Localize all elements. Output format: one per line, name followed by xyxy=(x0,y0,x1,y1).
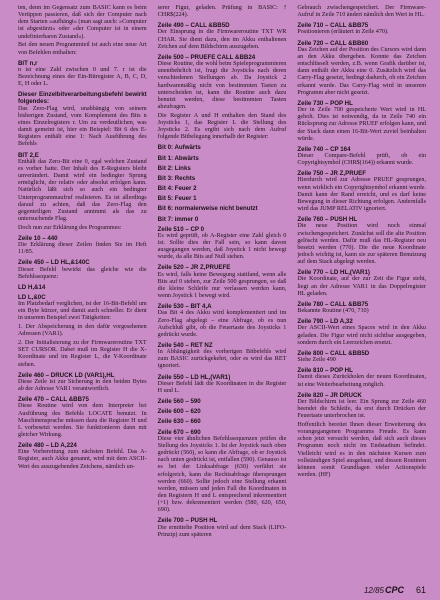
section-heading: BIT n,r xyxy=(18,59,38,67)
section-heading: Bit 0: Aufwärts xyxy=(157,144,201,152)
section-heading: Zeile 630 – 660 xyxy=(157,418,201,426)
section-heading: Zeile 750 – JR Z,PRUEF xyxy=(297,170,366,178)
section-heading: Zeile 710 – CALL &BB75 xyxy=(297,22,369,30)
magazine-logo: CPC xyxy=(384,585,404,595)
section-heading: Zeile 600 – 620 xyxy=(157,408,201,416)
body-paragraph: ten, denn im Gegensatz zum BASIC kann es beim Vertippen passieren, daß sich der Computer nach dem Starten »aufhängt« (man sagt auch: »Computer ist abgestürzt« oder »der Computer ist in einem undefinierbaren Zustand«). xyxy=(18,5,147,40)
section-heading: Zeile 770 – LD HL,(VAR1) xyxy=(297,269,370,277)
section-heading: Bit 2: Links xyxy=(157,164,191,172)
body-paragraph: Der in Zeile 700 gespeicherte Wert wird in HL geholt. Dies ist notwendig, da in Zeile 740 ein Rücksprung zur Adresse PRUEF erfolgen kann, und der Stack dann einen 16-Bit-Wert zuviel beinhalten würde. xyxy=(297,107,427,142)
section-heading: Bit 3: Rechts xyxy=(157,174,196,182)
body-paragraph: Siehe Zeile 490 xyxy=(297,357,336,364)
column-3 xyxy=(297,5,426,541)
body-paragraph: Diese Routine wird von dem Interpreter bei Ausführung des Befehls LOCATE benutzt. In Maschinensprache müssen dazu die Register H und L vorbesetzt werden. Sie funktionieren dann mit gleicher Wirkung. xyxy=(18,403,147,438)
body-paragraph: Die ermittelte Position wird auf dem Stack (LIFO-Prinzip) zum späteren xyxy=(157,524,287,538)
section-heading: Zeile 800 – CALL &BB5D xyxy=(297,349,370,357)
body-paragraph: Die neue Position wird noch einmal zwischengespeichert. Zunächst soll die alte Position gelöscht werden. Dafür muß das HL-Register neu besetzt werden (770). Die die neue Koordinate jedoch wichtig ist, kann sie zur späteren Benutzung auf dem Stack abgelegt werden. xyxy=(297,223,427,266)
article-columns xyxy=(18,5,426,541)
body-paragraph: serer Figur, geladen. Prüfung in BASIC: ? CHR$(224). xyxy=(157,5,287,19)
section-heading: Bit 5: Feuer 1 xyxy=(157,195,197,203)
section-heading: LD L,&0C xyxy=(18,293,46,301)
column-1 xyxy=(18,5,147,541)
body-paragraph: Das Zero-Flag wird, unabhängig von seinem bisherigen Zustand, vom Komplement des Bits n eines Einzelregisters r. Um zu verdeutlichen, was damit gemeint ist, hier ein Beispiel: Bit 6 des E-Registers enthält eine 1: Nach Ausführung des Befehls xyxy=(18,105,147,148)
section-heading: Zeile 560 – 590 xyxy=(157,398,201,406)
body-paragraph: Diese vier ähnlichen Befehlssequenzen prüfen die Stellung des Joysticks 1. Ist der Joystick nach oben gedrückt (560), so kann die Abfrage, ob er Joystick nach unten gedrückt ist, entfallen (590). Genauso ist es bei der Linksabfrage (630) verfährt sie erfolgreich, kann die Rechtsabfrage übersprungen werden (660). Sollte jedoch eine Stellung erkannt werden, müssen und jeden Fall die Koordinaten in den Registern H und L entsprechend inkrementiert (+1) bzw. dekrementiert werden (580, 620, 650, 690). xyxy=(157,435,287,514)
section-heading: Bit 6: normalerweise nicht benutzt xyxy=(157,205,258,213)
section-heading: BIT 2,E xyxy=(18,151,39,159)
body-paragraph: Damit dieses Zurückholen der neuen Koordinaten, ist eine Weiterbearbeitung möglich. xyxy=(297,374,427,388)
section-heading: Zeile 520 – JR Z,PRUEFE xyxy=(157,264,231,272)
body-paragraph: Der ASCII-Wert eines Spaces wird in den Akku geladen. Die Figur wird nicht sichtbar ausgegeben, sondern durch ein Leerzeichen ersetzt. xyxy=(297,325,427,346)
body-paragraph: Es wird, falls keine Bewegung stattfand, wenn alle Bits auf 0 stehen, zur Zeile 500 gesprungen, so daß die kleine Schleife nur verlassen werden kann, wenn Joystick 1 bewegt wird. xyxy=(157,271,287,300)
section-heading: Zeile 760 – PUSH HL xyxy=(297,216,358,224)
body-paragraph: Die Register A und H enthalten den Stand des Joysticks 1, das Register L die Stellung des Joysticks 2. Es ergibt sich nach dem Aufruf folgende Bitbelegung innerhalb der Register: xyxy=(157,112,287,141)
column-2 xyxy=(158,5,287,541)
body-paragraph: Doch nun zur Erklärung des Programmes: xyxy=(18,224,122,231)
section-heading: Zeile 700 – PUSH HL xyxy=(157,517,218,525)
page-number: 61 xyxy=(415,585,426,595)
body-paragraph: n ist eine Zahl zwischen 0 und 7. r ist die Bezeichnung eines der Ein-Bitregister A, B, C, D, E, H oder L. xyxy=(18,66,147,88)
body-paragraph: Es wird geprüft, ob A-Register eine Zahl gleich 0 ist. Sollte dies der Fall sein, so kann davon ausgegangen werden, daß Joystick 1 nicht bewegt wurde, da alle Bits auf Null stehen. xyxy=(157,232,287,261)
body-paragraph: Bei den neuen Programmteil ist auch eine neue Art von Befehlen enthalten: xyxy=(18,42,147,56)
section-heading: Bit 1: Abwärts xyxy=(157,154,199,162)
body-paragraph: In Abhängigkeit des vorherigen Bitbefehls wird zum BASIC zurückgekehrt, oder es wird das RET ignoriert. xyxy=(157,349,287,370)
section-heading: Zeile 790 – LD A,32 xyxy=(297,318,353,326)
body-paragraph: Diese Zeile ist zur Sicherung in den beiden Bytes ab der Adresse VAR1 verantwortlich. xyxy=(18,378,147,393)
page-footer xyxy=(0,583,440,595)
body-paragraph: Enthält das Zero-Bit eine 0, egal welchen Zustand es vorher hatte. Der Inhalt des E-Registers bleibt unverändert. Damit wird ein bedingter Sprung ermöglicht, der relativ oder absolut erfolgen kann. Natürlich läßt sich so auch ein bedingter Unterprogrammaufruf realisieren. Es ist allerdings darauf zu achten, daß das Zero-Flag den gegenteiligen Zustand annimmt als das zu untersuchende Flag. xyxy=(18,158,147,222)
section-heading: Zeile 740 – CP 164 xyxy=(297,145,351,153)
section-heading: Dieser Einzelbitverarbeitungsbefehl bewirkt folgendes: xyxy=(18,91,147,106)
section-heading: Zeile 550 – LD HL,(VAR1) xyxy=(157,373,231,381)
body-paragraph: 2. Der Initialisierung zu der Firmwareroutine TXT SET CURSOR. Dabei muß im Register H die X-Koordinate und im Register L, die Y-Koordinate stehen. xyxy=(18,340,147,368)
section-heading: Zeile 730 – POP HL xyxy=(297,99,353,107)
body-paragraph: Im Platzbedarf verglichen, ist der 16-Bit-Befehl um ein Byte kürzer, und damit auch schneller. Er dient in unserem Beispiel zwei Tätigkeiten: xyxy=(18,301,147,322)
body-paragraph: Der Einsprung in die Firmwareroutine TXT WR CHAR. Sie dient dazu, den im Akku enthaltenen Zeichen auf dem Bildschirm auszugeben. xyxy=(157,29,287,50)
section-heading: LD H,&14 xyxy=(18,283,46,291)
body-paragraph: Der Bildschirm ist leer. Ein Sprung zur Zeile 460 beendet die Schleife, da erst durch Drücken der Feuertaste unterbrochen ist. xyxy=(297,398,427,420)
body-paragraph: Eine Vorbereitung zum nächsten Befehl. Das A-Register, auch Akku genannt, wird mit dem ASCII-Wert des auszugebenden Zeichens, nämlich un- xyxy=(18,449,147,470)
body-paragraph: Diese Routine, die wohl beim Spieleprogrammieren unentbehrlich ist, fragt die Joysticks nach deren verschiedenen Stellungen ab. Da Joystick 2 hardwaremäßig nicht von bestimmten Tasten zu unterscheiden ist, kann die Routine auch dazu benutzt werden, diese bestimmten Tasten abzufragen. xyxy=(157,61,287,111)
section-heading: Zeile 510 – CP 0 xyxy=(157,225,204,233)
body-paragraph: Dieser Befehl bewirkt das gleiche wie die Befehlssequenz: xyxy=(18,266,147,280)
section-heading: Bit 7: immer 0 xyxy=(157,215,199,223)
section-heading: Zeile 480 – LD A,224 xyxy=(18,442,77,450)
section-heading: Zeile 10 – 440 xyxy=(18,234,58,242)
section-heading: Zeile 460 – DRUCK LD (VAR1),HL xyxy=(18,371,115,379)
section-heading: Zeile 820 – JR DRUCK xyxy=(297,391,362,399)
body-paragraph: Positionieren (erläutert in Zeile 470). xyxy=(297,29,389,36)
body-paragraph: Dieser Befehl lädt die Koordinaten in die Register H und L. xyxy=(157,380,287,394)
body-paragraph: Das Bit 4 des Akku wird komplementiert und im Zero-Flag abgelegt – eine Abfrage, ob es nun Aufschluß gibt, ob die Feuertaste des Joysticks 1 gedrückt wurde. xyxy=(157,310,287,338)
section-heading: Zeile 470 – CALL &BB75 xyxy=(18,396,89,404)
body-paragraph: Das Zeichen auf der Position des Cursors wird dann an den Akku übergeben. Konnte das Zeichen entschlüsselt werden, z.B. wenn Grafik darüber ist, dann enthält der Akku eine 0. Zusätzlich wird das Carry-Flag gesetzt, bedingt dadurch, ob ein Zeichen erkannt wurde. Das Carry-Flag wird in unserem Programm aber nicht gesetzt. xyxy=(297,46,427,96)
body-paragraph: Hoffentlich bereitet Ihnen dieser Erweiterung des vorangegangenen Programms Freude. Es kann schon jetzt versucht werden, daß sich auch dieses Programm noch nicht im Endstadium befindet. Vielleicht wird es in den nächsten Kursen zum vollständigen Spiel ausgebaut, und dessen Routinen können somit Grundlagen vieler Actionspiele werden. (HF) xyxy=(297,421,427,478)
body-paragraph: 1. Der Abspeicherung in den dafür vorgesehenen Adressen (VAR1). xyxy=(18,324,147,338)
body-paragraph: Dieser Compare-Befehl prüft, ob ein Copyrightsymbol (CHR$(164)) erkannt wurde. xyxy=(297,152,427,167)
body-paragraph: Hierdurch wird zur Adresse PRUEF gesprungen, wenn wirklich ein Copyrightsymbol erkannt wurde. Damit kann der Rand erreicht, und es darf keine Bewegung in dieser Richtung erfolgen. Andernfalls wird das JUMP RELATIV ignoriert. xyxy=(297,177,427,213)
section-heading: Zeile 530 – BIT 4,A xyxy=(157,303,212,311)
section-heading: Zeile 500 – PRUEFE CALL &BB24 xyxy=(157,53,256,61)
section-heading: Zeile 490 – CALL &BB5D xyxy=(157,22,230,30)
section-heading: Zeile 780 – CALL &BB75 xyxy=(297,300,369,308)
body-paragraph: Die Koordinate, auf der zur Zeit die Figur steht, liegt an der Adresse VAR1 in das Doppelregister HL geladen. xyxy=(297,276,427,297)
section-heading: Zeile 450 – LD HL,&140C xyxy=(18,259,90,267)
section-heading: Zeile 810 – POP HL xyxy=(297,367,353,375)
body-paragraph: Bekannte Routine (470, 710) xyxy=(297,308,369,315)
issue-number: 12/85 xyxy=(363,586,384,595)
section-heading: Zeile 670 – 690 xyxy=(157,428,201,436)
body-paragraph: Gebrauch zwischengespeichert. Der Firmware-Aufruf in Zeile 710 ändert nämlich den Wert in HL. xyxy=(297,5,427,19)
section-heading: Bit 4: Feuer 2 xyxy=(157,185,197,193)
body-paragraph: Die Erklärung dieser Zeilen finden Sie im Heft 11/85. xyxy=(18,242,147,256)
section-heading: Zeile 720 – CALL &BB60 xyxy=(297,39,369,47)
section-heading: Zeile 540 – RET NZ xyxy=(157,342,213,349)
